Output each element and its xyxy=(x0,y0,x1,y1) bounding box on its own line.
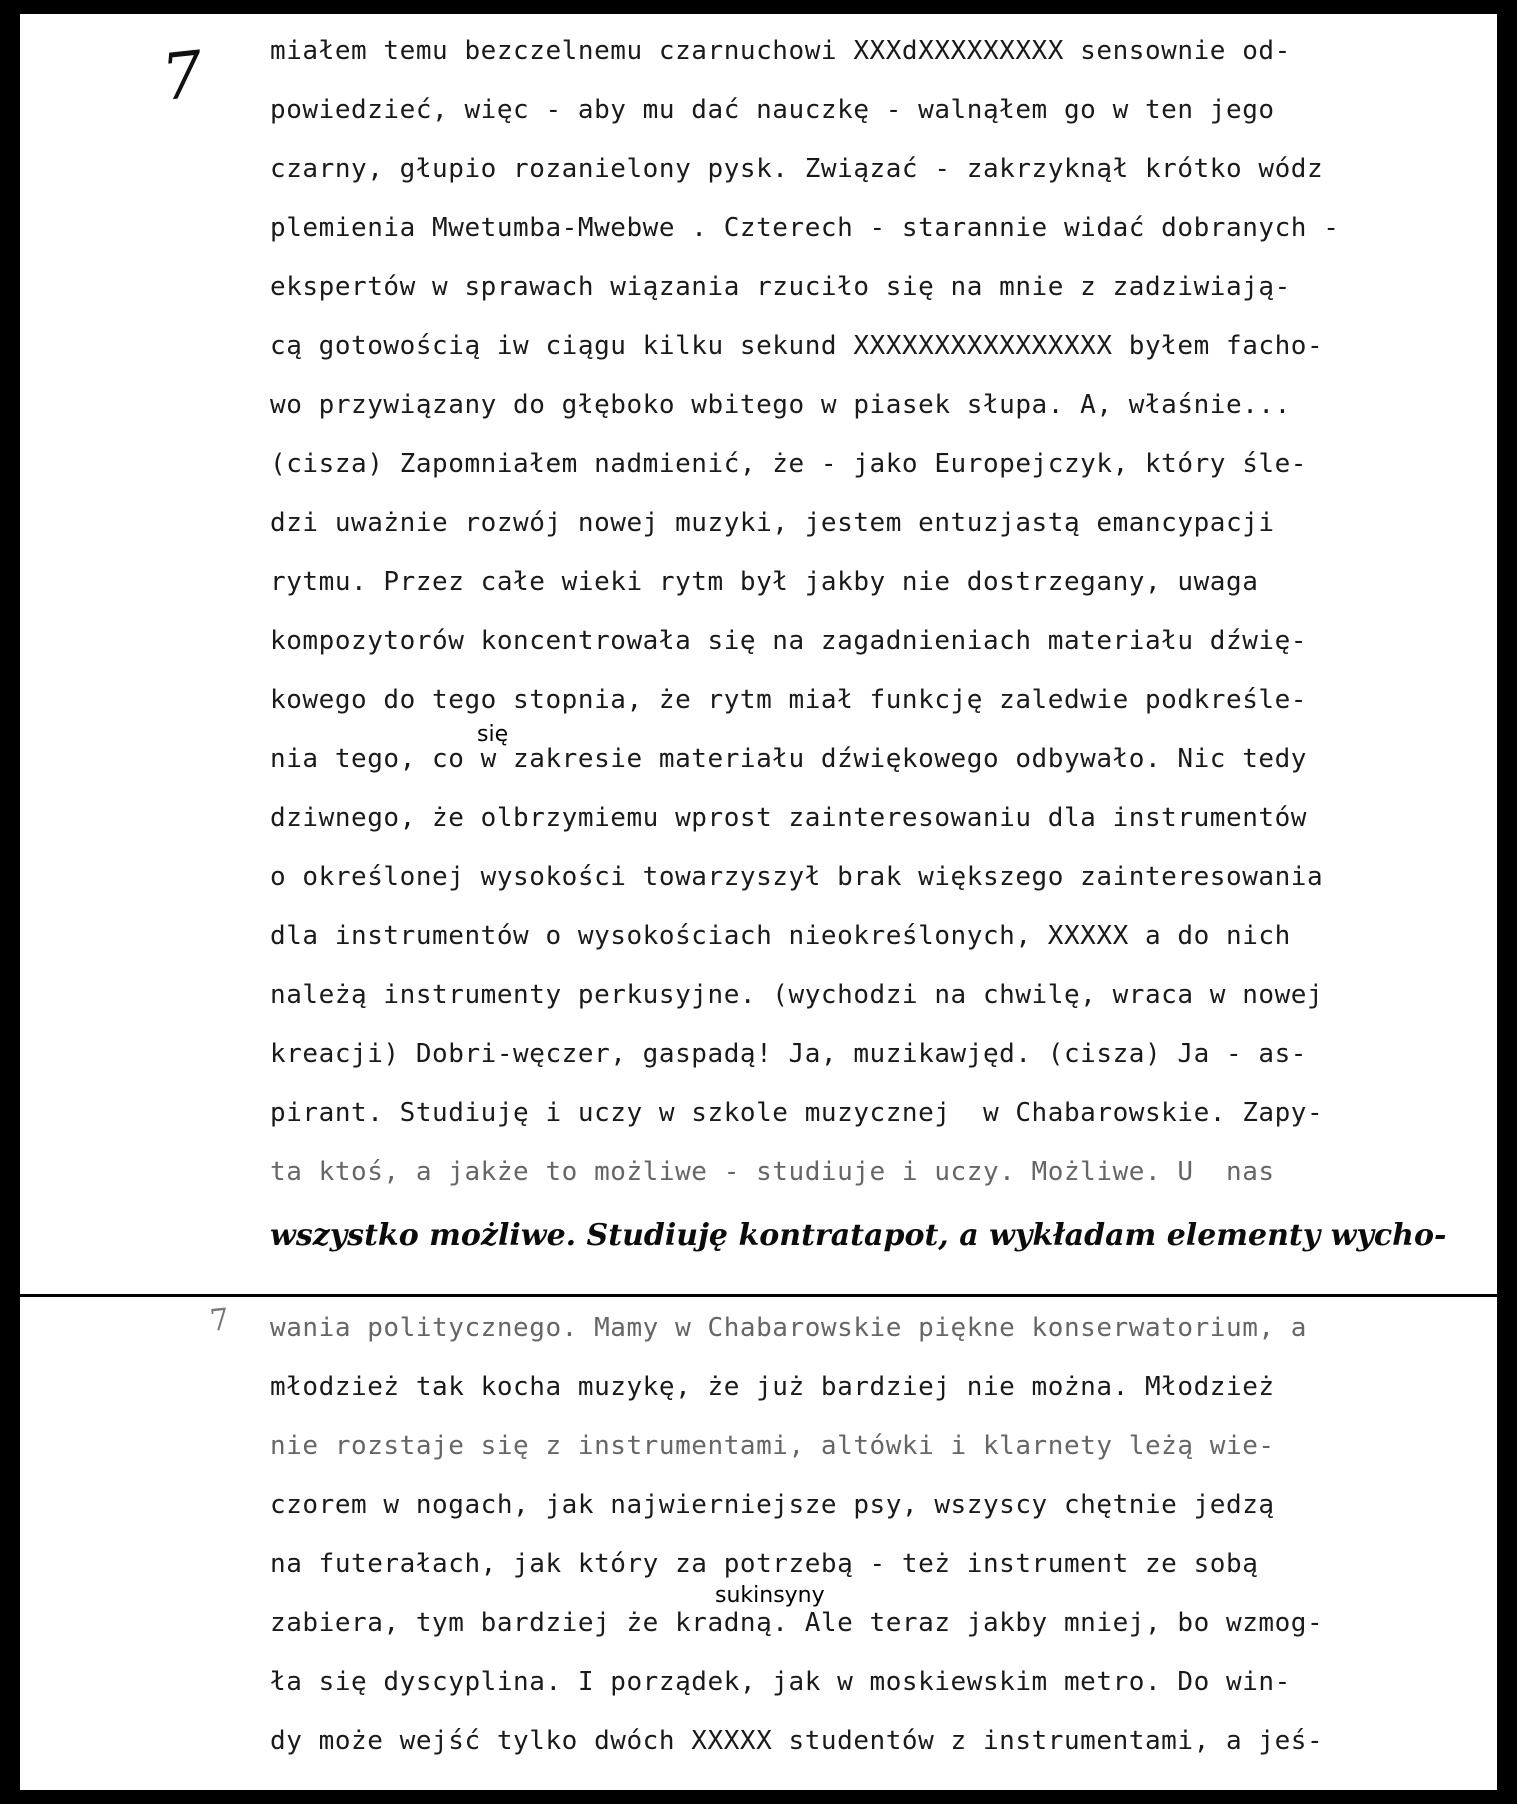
text-line: pirant. Studiuję i uczy w szkole muzycznej w Chabarowskie. Zapy- xyxy=(270,1098,1324,1128)
text-line: nie rozstaje się z instrumentami, altówki i klarnety leżą wie- xyxy=(270,1431,1275,1461)
text-line: ekspertów w sprawach wiązania rzuciło się na mnie z zadziwiają- xyxy=(270,272,1291,302)
page-number: 7 xyxy=(158,38,207,116)
page-number: 7 xyxy=(208,1302,231,1339)
text-line: dla instrumentów o wysokościach nieokreślonych, XXXXX a do nich xyxy=(270,921,1291,951)
text-line: na futerałach, jak który za potrzebą - też instrument ze sobą xyxy=(270,1549,1259,1579)
text-line: wo przywiązany do głęboko wbitego w piasek słupa. A, właśnie... xyxy=(270,390,1291,420)
text-line: młodzież tak kocha muzykę, że już bardziej nie można. Młodzież xyxy=(270,1372,1275,1402)
text-line: ła się dyscyplina. I porządek, jak w moskiewskim metro. Do win- xyxy=(270,1667,1291,1697)
text-line: plemienia Mwetumba-Mwebwe . Czterech - starannie widać dobranych - xyxy=(270,213,1340,243)
handwritten-line: wszystko możliwe. Studiuję kontratapot, a wykładam elementy wycho- xyxy=(270,1218,1447,1253)
text-line: kowego do tego stopnia, że rytm miał funkcję zaledwie podkreśle- xyxy=(270,685,1308,715)
text-line: cą gotowością iw ciągu kilku sekund XXXXXXXXXXXXXXXX byłem facho- xyxy=(270,331,1324,361)
text-line: nia tego, co w zakresie materiału dźwiękowego odbywało. Nic tedy xyxy=(270,744,1308,774)
text-line: czarny, głupio rozanielony pysk. Związać - zakrzyknął krótko wódz xyxy=(270,154,1324,184)
text-line: kompozytorów koncentrowała się na zagadnieniach materiału dźwię- xyxy=(270,626,1308,656)
text-line: miałem temu bezczelnemu czarnuchowi XXXdXXXXXXXXX sensownie od- xyxy=(270,36,1291,66)
text-line: kreacji) Dobri-węczer, gaspadą! Ja, muzikawjęd. (cisza) Ja - as- xyxy=(270,1039,1308,1069)
text-line: dzi uważnie rozwój nowej muzyki, jestem entuzjastą emancypacji xyxy=(270,508,1275,538)
page-sheet-1 xyxy=(20,14,1497,1294)
text-line: dy może wejść tylko dwóch XXXXX studentów z instrumentami, a jeś- xyxy=(270,1726,1324,1756)
text-line: należą instrumenty perkusyjne. (wychodzi na chwilę, wraca w nowej xyxy=(270,980,1324,1010)
handwritten-insertion: sukinsyny xyxy=(715,1583,825,1608)
handwritten-insertion: się xyxy=(477,722,509,747)
text-line: wania politycznego. Mamy w Chabarowskie piękne konserwatorium, a xyxy=(270,1313,1308,1343)
text-line: (cisza) Zapomniałem nadmienić, że - jako Europejczyk, który śle- xyxy=(270,449,1308,479)
text-line: dziwnego, że olbrzymiemu wprost zainteresowaniu dla instrumentów xyxy=(270,803,1308,833)
text-line: rytmu. Przez całe wieki rytm był jakby nie dostrzegany, uwaga xyxy=(270,567,1259,597)
page-sheet-2 xyxy=(20,1297,1497,1790)
text-line: zabiera, tym bardziej że kradną. Ale teraz jakby mniej, bo wzmog- xyxy=(270,1608,1324,1638)
text-line: powiedzieć, więc - aby mu dać nauczkę - walnąłem go w ten jego xyxy=(270,95,1275,125)
text-line: ta ktoś, a jakże to możliwe - studiuje i uczy. Możliwe. U nas xyxy=(270,1157,1275,1187)
text-line: o określonej wysokości towarzyszył brak większego zainteresowania xyxy=(270,862,1324,892)
text-line: czorem w nogach, jak najwierniejsze psy, wszyscy chętnie jedzą xyxy=(270,1490,1275,1520)
